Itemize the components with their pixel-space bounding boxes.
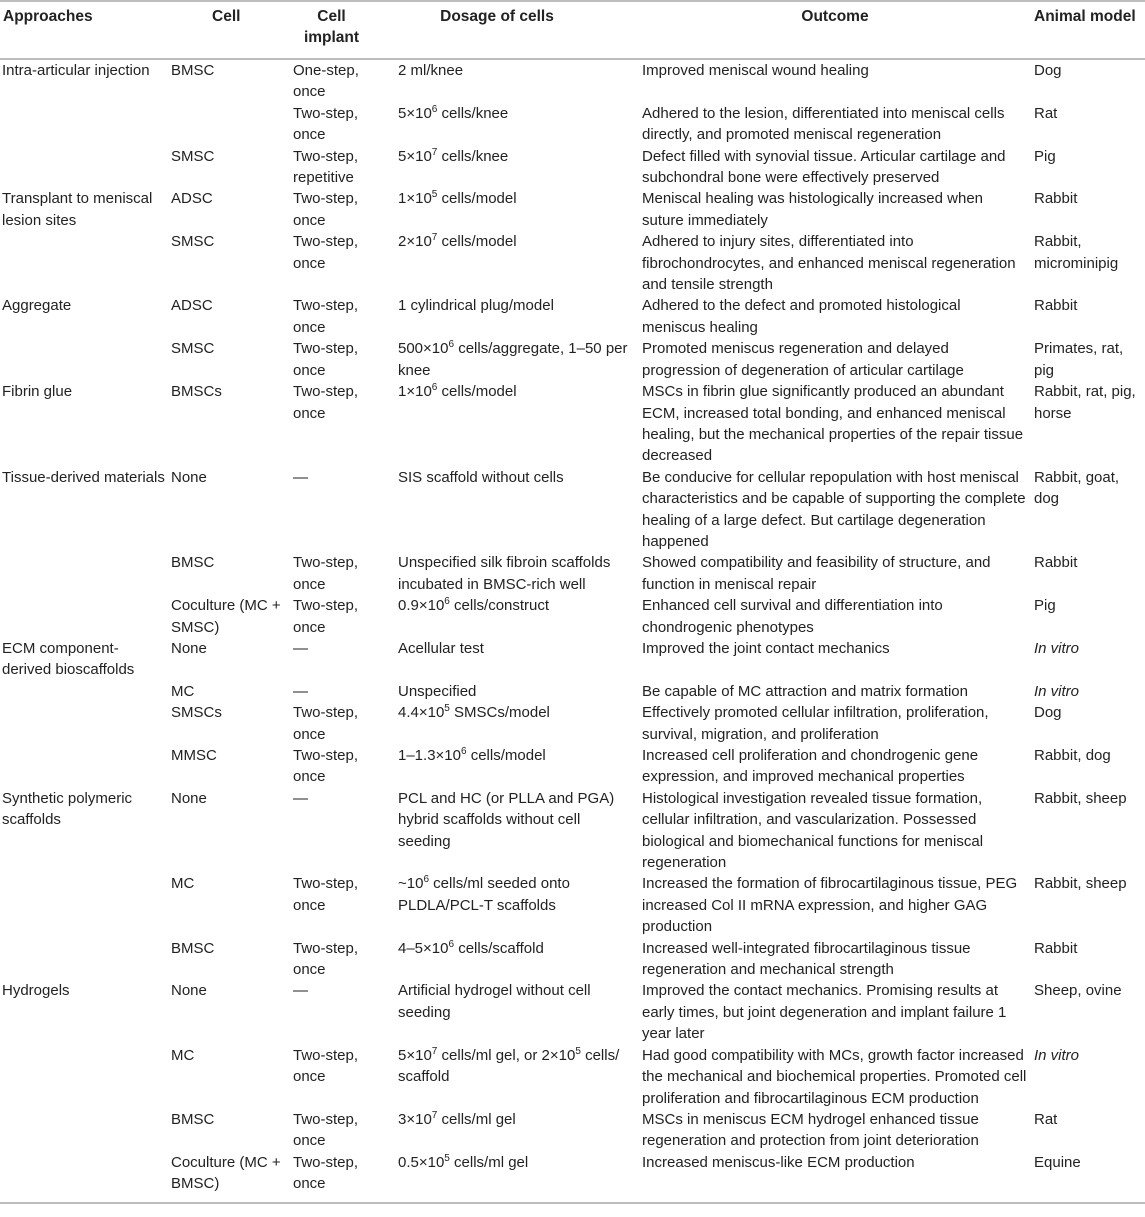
cell-type: Coculture (MC + SMSC) (171, 597, 281, 636)
cell-approach: Fibrin glue (2, 383, 73, 401)
table-row (0, 1109, 1145, 1152)
header-approaches: Approaches (0, 1, 168, 59)
cell-implant: — (293, 468, 308, 486)
cell-implant: Two-step, once (293, 939, 359, 979)
cell-animal-model: Equine (1031, 1152, 1145, 1203)
table-row (0, 381, 1145, 467)
cell-type: BMSC (171, 1110, 215, 1128)
cell-implant: One-step, once (293, 62, 359, 101)
cell-implant: Two-step, once (293, 875, 359, 914)
table-row (0, 188, 1145, 231)
table-row (0, 231, 1145, 295)
table-header (0, 1, 1145, 59)
cell-animal-model: Rabbit (1034, 554, 1078, 572)
table-row (0, 980, 1145, 1044)
cell-outcome: Showed compatibility and feasibility of structure, and function in meniscal repair (642, 554, 991, 593)
cell-implant: — (293, 682, 308, 700)
cell-implant: Two-step, once (293, 747, 359, 786)
cell-implant: Two-step, once (293, 383, 359, 422)
cell-approach: Synthetic polymeric scaffolds (2, 789, 133, 829)
cell-implant: — (293, 982, 308, 1000)
table-row (0, 59, 1145, 103)
header-outcome: Outcome (639, 1, 1031, 59)
cell-type: BMSC (171, 554, 215, 572)
cell-type: SMSC (171, 340, 215, 358)
cell-animal-model: Dog (1034, 704, 1062, 722)
header-cell-implant: Cell implant (290, 1, 395, 59)
cell-implant: Two-step, once (293, 233, 359, 272)
cell-dosage: Unspecified (398, 682, 477, 700)
cell-animal-model: In vitro (1034, 639, 1080, 657)
table-row (0, 745, 1145, 788)
table-row (0, 638, 1145, 681)
cell-type: SMSC (171, 147, 215, 165)
cell-animal-model: Pig (1034, 147, 1056, 165)
cell-implant: Two-step, repetitive (293, 147, 359, 187)
cell-outcome: MSCs in fibrin glue significantly produced an abundant ECM, increased total bonding, and enhanced meniscal healing, but the mechanical properties of the repair tissue decreased (642, 383, 1024, 465)
cell-approach: Aggregate (2, 297, 72, 315)
table-body (0, 59, 1145, 1203)
table-row (0, 1152, 1145, 1203)
cell-outcome: Adhered to the defect and promoted histological meniscus healing (642, 297, 961, 336)
cell-approach (0, 1109, 168, 1152)
cell-dosage: $1-1.3\times 10^6$ cells/model (398, 746, 546, 764)
cell-implant: Two-step, once (293, 1046, 359, 1086)
cell-type (168, 103, 290, 146)
cell-outcome: Improved the contact mechanics. Promising results at early times, but joint degeneration and implant failure 1 year later (642, 982, 1007, 1043)
cell-animal-model: Rabbit, sheep (1034, 789, 1127, 807)
cell-implant: — (293, 639, 308, 657)
cell-animal-model: Rabbit, microminipig (1034, 233, 1119, 272)
cell-type: MC (171, 1046, 195, 1064)
table-row (0, 552, 1145, 595)
cell-approach: Intra-articular injection (2, 62, 150, 79)
header-row (0, 1, 1145, 59)
table-row (0, 681, 1145, 702)
table-row (0, 467, 1145, 553)
cell-approach (0, 146, 168, 189)
cell-type: SMSC (171, 233, 215, 251)
table-row (0, 938, 1145, 981)
header-cell: Cell (168, 1, 290, 59)
cell-animal-model: Rabbit, rat, pig, horse (1034, 383, 1136, 422)
cell-outcome: MSCs in meniscus ECM hydrogel enhanced tissue regeneration and protection from joint deterioration (642, 1110, 979, 1150)
cell-animal-model: Rabbit (1034, 190, 1078, 208)
cell-animal-model: Rabbit, goat, dog (1034, 468, 1120, 508)
cell-outcome: Enhanced cell survival and differentiation into chondrogenic phenotypes (642, 597, 943, 636)
cell-approach: ECM component-derived bioscaffolds (2, 639, 135, 679)
cell-dosage: PCL and HC (or PLLA and PGA) hybrid scaffolds without cell seeding (398, 789, 615, 850)
cell-animal-model: In vitro (1034, 682, 1080, 700)
cell-outcome: Meniscal healing was histologically increased when suture immediately (642, 190, 984, 229)
cell-type: None (171, 982, 207, 1000)
cell-approach (0, 873, 168, 937)
cell-dosage: Artificial hydrogel without cell seeding (398, 982, 591, 1021)
cell-dosage: SIS scaffold without cells (398, 468, 564, 486)
cell-approach (0, 702, 168, 745)
header-animal-model: Animal model (1031, 1, 1145, 59)
header-dosage: Dosage of cells (395, 1, 639, 59)
cell-approach: Hydrogels (2, 982, 70, 1000)
table-row (0, 1045, 1145, 1109)
cell-approach (0, 595, 168, 638)
cell-implant: — (293, 789, 308, 807)
cell-type: None (171, 639, 207, 657)
cell-implant: Two-step, once (293, 554, 359, 593)
cell-approach: Tissue-derived materials (2, 468, 165, 486)
cell-approach (0, 1045, 168, 1109)
cell-dosage: $5\times 10^7$ cells/ml gel, or $2\times 10^5$ cells/ scaffold (398, 1045, 620, 1086)
cell-animal-model: Dog (1034, 62, 1062, 79)
cell-approach: Transplant to meniscal lesion sites (2, 190, 153, 229)
cell-implant: Two-step, once (293, 1110, 359, 1150)
cell-dosage: $0.9\times 10^6$ cells/construct (398, 596, 550, 615)
cell-dosage: Unspecified silk fibroin scaffolds incubated in BMSC-rich well (398, 554, 611, 593)
cell-animal-model: Pig (1034, 597, 1056, 615)
cell-type: ADSC (171, 190, 213, 208)
table-row (0, 702, 1145, 745)
cell-implant: Two-step, once (293, 104, 359, 144)
cell-implant: Two-step, once (293, 190, 359, 229)
cell-dosage: $2\times 10^7$ cells/model (398, 232, 517, 251)
cell-dosage: $1\times 10^6$ cells/model (398, 382, 517, 401)
cell-type: BMSC (171, 62, 215, 79)
cell-outcome: Defect filled with synovial tissue. Articular cartilage and subchondral bone were effectively preserved (642, 147, 1006, 187)
cell-dosage: $1\times 10^5$ cells/model (398, 189, 517, 208)
cell-approach (0, 681, 168, 702)
cell-outcome: Improved meniscal wound healing (642, 62, 869, 79)
cell-outcome: Increased cell proliferation and chondrogenic gene expression, and improved mechanical properties (642, 747, 979, 786)
cell-outcome: Promoted meniscus regeneration and delayed progression of degeneration of articular cartilage (642, 340, 964, 379)
cell-outcome: Increased the formation of fibrocartilaginous tissue, PEG increased Col II mRNA expression, and higher GAG production (642, 875, 1018, 936)
cell-type: MC (171, 875, 195, 893)
cell-approach (0, 938, 168, 981)
cell-type: Coculture (MC + BMSC) (168, 1152, 290, 1203)
table-row (0, 295, 1145, 338)
cell-dosage: $5\times 10^6$ cells/knee (398, 103, 509, 122)
cell-outcome: Adhered to injury sites, differentiated into fibrochondrocytes, and enhanced meniscal regeneration and tensile strength (642, 233, 1016, 294)
cell-animal-model: Rabbit (1034, 939, 1078, 957)
cell-dosage: 2 ml/knee (398, 62, 464, 79)
cell-dosage: $4.4\times 10^5$ SMSCs/model (398, 703, 550, 722)
cell-implant: Two-step, once (293, 597, 359, 636)
cell-outcome: Effectively promoted cellular infiltration, proliferation, survival, migration, and proliferation (642, 704, 989, 743)
cell-approach (0, 231, 168, 295)
cell-outcome: Improved the joint contact mechanics (642, 639, 890, 657)
cell-approach (0, 103, 168, 146)
cell-animal-model: Rat (1034, 104, 1058, 122)
cell-animal-model: Primates, rat, pig (1034, 340, 1124, 379)
cell-animal-model: In vitro (1034, 1046, 1080, 1064)
cell-type: MMSC (171, 747, 217, 764)
cell-dosage: $500\times 10^6$ cells/aggregate, 1–50 per knee (398, 339, 628, 379)
cell-outcome: Had good compatibility with MCs, growth factor increased the mechanical and biochemical properties. Promoted cell proliferation and fibrocartilaginous ECM production (642, 1046, 1027, 1107)
cell-outcome: Be capable of MC attraction and matrix formation (642, 682, 968, 700)
cell-animal-model: Rabbit (1034, 297, 1078, 315)
cell-approach (0, 1152, 168, 1203)
cell-outcome: Increased meniscus-like ECM production (639, 1152, 1031, 1203)
cell-outcome: Histological investigation revealed tissue formation, cellular infiltration, and vascularization. Possessed biological and biomechanical functions for meniscal regeneration (642, 789, 984, 872)
cell-dosage: 1 cylindrical plug/model (398, 297, 554, 315)
cell-dosage: $3\times 10^7$ cells/ml gel (398, 1109, 516, 1128)
cell-approach (0, 552, 168, 595)
table-row (0, 788, 1145, 874)
cell-dosage: Acellular test (398, 639, 484, 657)
cell-type: MC (171, 682, 195, 700)
cell-outcome: Adhered to the lesion, differentiated into meniscal cells directly, and promoted meniscal regeneration (642, 104, 1005, 144)
cell-animal-model: Sheep, ovine (1034, 982, 1122, 1000)
cell-animal-model: Rat (1034, 1110, 1058, 1128)
cell-implant: Two-step, once (290, 1152, 395, 1203)
cell-approach (0, 745, 168, 788)
table-row (0, 338, 1145, 381)
table-row (0, 103, 1145, 146)
cell-type: None (171, 468, 207, 486)
cell-type: BMSCs (171, 383, 222, 401)
cell-implant: Two-step, once (293, 340, 359, 379)
cell-outcome: Increased well-integrated fibrocartilaginous tissue regeneration and mechanical strength (642, 939, 971, 979)
cell-dosage: $\sim 10^6$ cells/ml seeded onto PLDLA/PCL-T scaffolds (398, 874, 570, 914)
cell-approach (0, 338, 168, 381)
cell-dosage: $4-5\times 10^6$ cells/scaffold (398, 938, 544, 957)
table-row (0, 146, 1145, 189)
cell-type: SMSCs (171, 704, 222, 722)
cell-type: ADSC (171, 297, 213, 315)
cell-implant: Two-step, once (293, 704, 359, 743)
table-row (0, 873, 1145, 937)
cell-dosage: $5\times 10^7$ cells/knee (398, 146, 509, 165)
cell-animal-model: Rabbit, dog (1034, 747, 1111, 764)
cell-dosage: $0.5\times 10^5$ cells/ml gel (395, 1152, 639, 1203)
cell-type: None (171, 789, 207, 807)
cell-type: BMSC (171, 939, 215, 957)
cell-outcome: Be conducive for cellular repopulation with host meniscal characteristics and be capable of supporting the complete healing of a large defect. But cartilage degeneration happened (642, 468, 1026, 550)
cell-animal-model: Rabbit, sheep (1034, 875, 1127, 893)
cell-implant: Two-step, once (293, 297, 359, 336)
table-row (0, 595, 1145, 638)
